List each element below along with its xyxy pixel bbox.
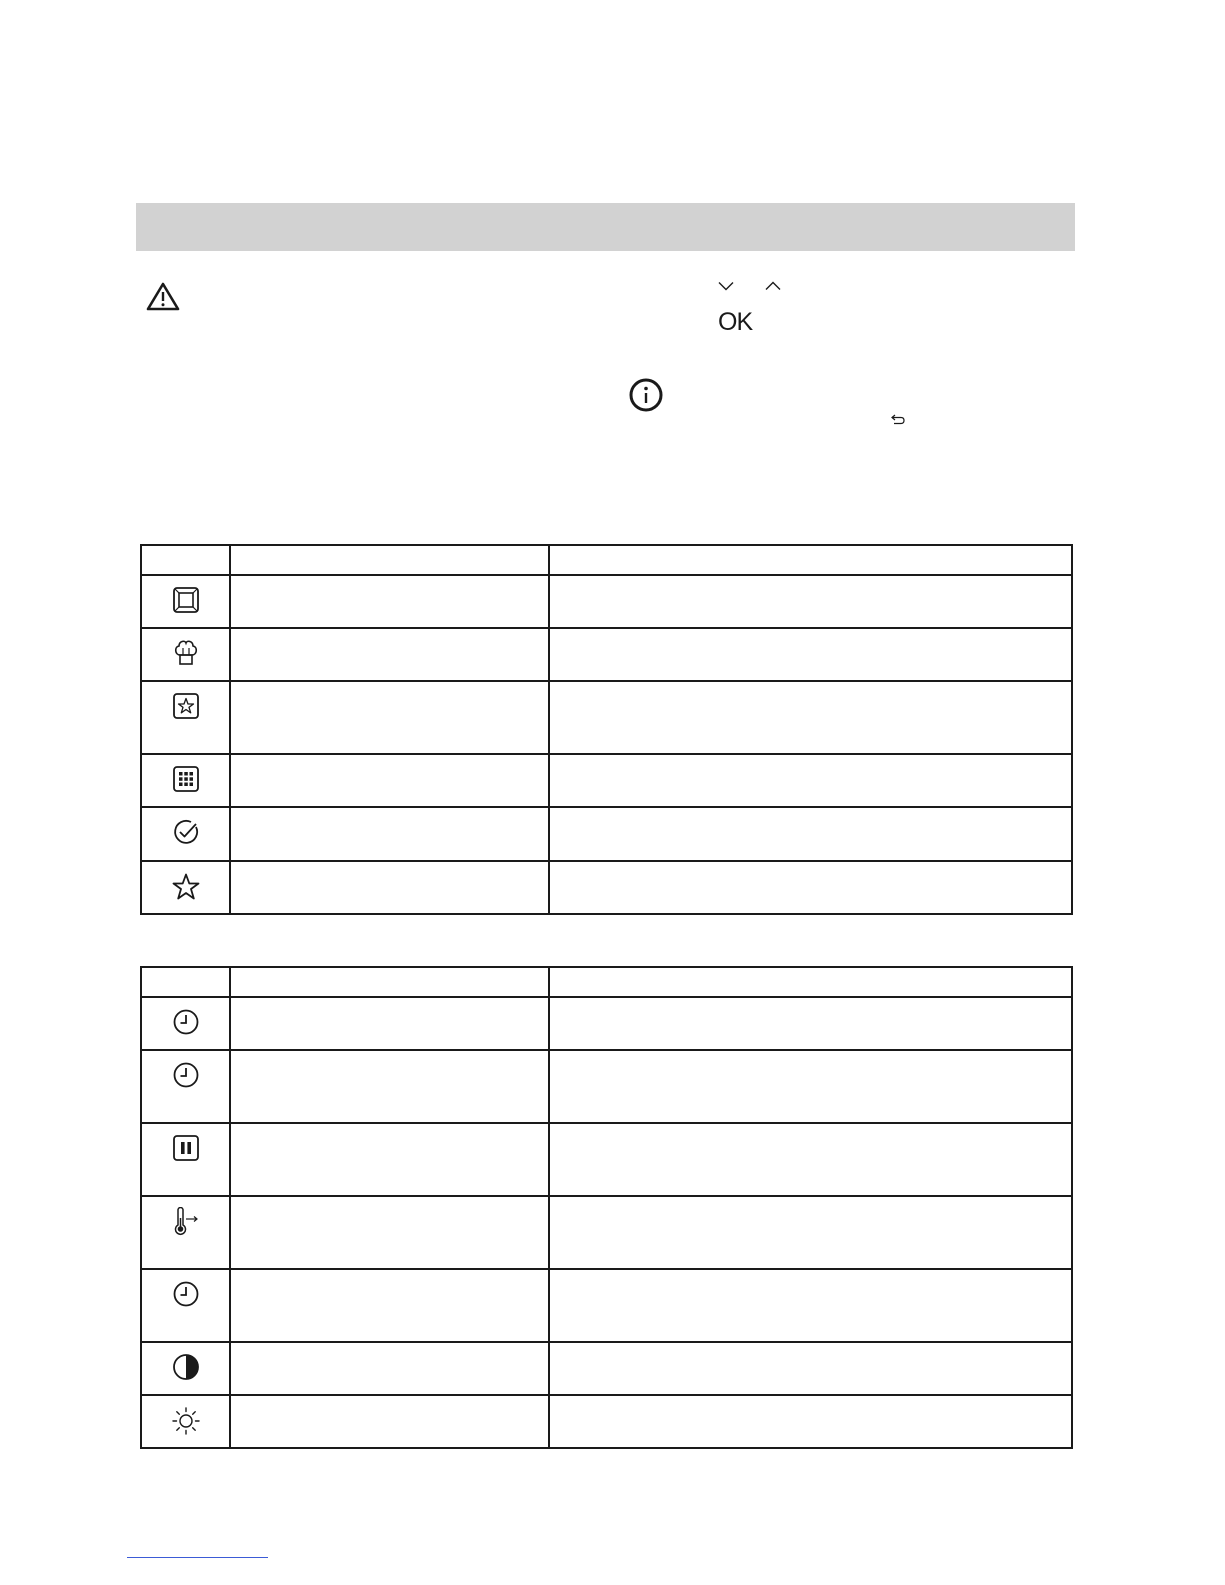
description-cell bbox=[549, 861, 1072, 914]
description-cell bbox=[549, 1395, 1072, 1448]
icon-cell bbox=[141, 575, 230, 628]
section-banner bbox=[136, 203, 1075, 251]
check-circle-icon bbox=[172, 818, 200, 846]
table-row bbox=[141, 1196, 1072, 1269]
ok-key-label: OK bbox=[718, 308, 753, 336]
icon-cell bbox=[141, 1196, 230, 1269]
icon-cell bbox=[141, 807, 230, 861]
header-cell bbox=[141, 967, 230, 997]
name-cell bbox=[230, 1395, 549, 1448]
back-arrow-icon bbox=[891, 414, 905, 425]
description-cell bbox=[549, 1196, 1072, 1269]
table-row bbox=[141, 1342, 1072, 1395]
icon-cell bbox=[141, 1395, 230, 1448]
table-row bbox=[141, 575, 1072, 628]
description-cell bbox=[549, 1342, 1072, 1395]
icon-cell bbox=[141, 1342, 230, 1395]
description-cell bbox=[549, 754, 1072, 807]
info-circle-icon bbox=[629, 378, 663, 412]
table-row bbox=[141, 1269, 1072, 1342]
table-row bbox=[141, 681, 1072, 754]
header-cell bbox=[230, 967, 549, 997]
icon-cell bbox=[141, 1123, 230, 1196]
name-cell bbox=[230, 681, 549, 754]
icon-cell bbox=[141, 754, 230, 807]
name-cell bbox=[230, 1123, 549, 1196]
table-row bbox=[141, 628, 1072, 681]
description-cell bbox=[549, 628, 1072, 681]
thermometer-arrow-icon bbox=[172, 1207, 200, 1237]
table-row bbox=[141, 997, 1072, 1050]
description-cell bbox=[549, 681, 1072, 754]
table-row bbox=[141, 861, 1072, 914]
name-cell bbox=[230, 861, 549, 914]
header-cell bbox=[549, 545, 1072, 575]
table-row bbox=[141, 1123, 1072, 1196]
table-header-row bbox=[141, 967, 1072, 997]
star-icon bbox=[171, 872, 201, 902]
table-row bbox=[141, 754, 1072, 807]
table-header-row bbox=[141, 545, 1072, 575]
name-cell bbox=[230, 1342, 549, 1395]
brightness-icon bbox=[171, 1406, 201, 1436]
icon-cell bbox=[141, 681, 230, 754]
icon-cell bbox=[141, 628, 230, 681]
description-cell bbox=[549, 997, 1072, 1050]
name-cell bbox=[230, 1196, 549, 1269]
table-row bbox=[141, 1395, 1072, 1448]
icon-cell bbox=[141, 997, 230, 1050]
chef-hat-icon bbox=[173, 639, 199, 667]
name-cell bbox=[230, 754, 549, 807]
icon-cell bbox=[141, 861, 230, 914]
square-frame-icon bbox=[172, 586, 200, 614]
name-cell bbox=[230, 628, 549, 681]
description-cell bbox=[549, 807, 1072, 861]
table-row bbox=[141, 807, 1072, 861]
table-row bbox=[141, 1050, 1072, 1123]
chevron-up-icon bbox=[765, 281, 781, 291]
clock-icon bbox=[172, 1061, 200, 1089]
name-cell bbox=[230, 997, 549, 1050]
description-cell bbox=[549, 1050, 1072, 1123]
description-cell bbox=[549, 1269, 1072, 1342]
grid-keypad-icon bbox=[172, 765, 200, 793]
chevron-down-icon bbox=[718, 281, 734, 291]
description-cell bbox=[549, 1123, 1072, 1196]
warning-triangle-icon bbox=[146, 282, 180, 311]
name-cell bbox=[230, 807, 549, 861]
header-cell bbox=[230, 545, 549, 575]
menu-table-2 bbox=[140, 966, 1073, 1449]
name-cell bbox=[230, 1269, 549, 1342]
icon-cell bbox=[141, 1050, 230, 1123]
header-cell bbox=[141, 545, 230, 575]
description-cell bbox=[549, 575, 1072, 628]
star-in-square-icon bbox=[172, 692, 200, 720]
menu-table-1 bbox=[140, 544, 1073, 915]
header-cell bbox=[549, 967, 1072, 997]
clock-icon bbox=[172, 1280, 200, 1308]
contrast-icon bbox=[172, 1353, 200, 1381]
clock-icon bbox=[172, 1008, 200, 1036]
name-cell bbox=[230, 1050, 549, 1123]
name-cell bbox=[230, 575, 549, 628]
icon-cell bbox=[141, 1269, 230, 1342]
pause-icon bbox=[172, 1134, 200, 1162]
footer-link-underline[interactable] bbox=[127, 1557, 268, 1558]
